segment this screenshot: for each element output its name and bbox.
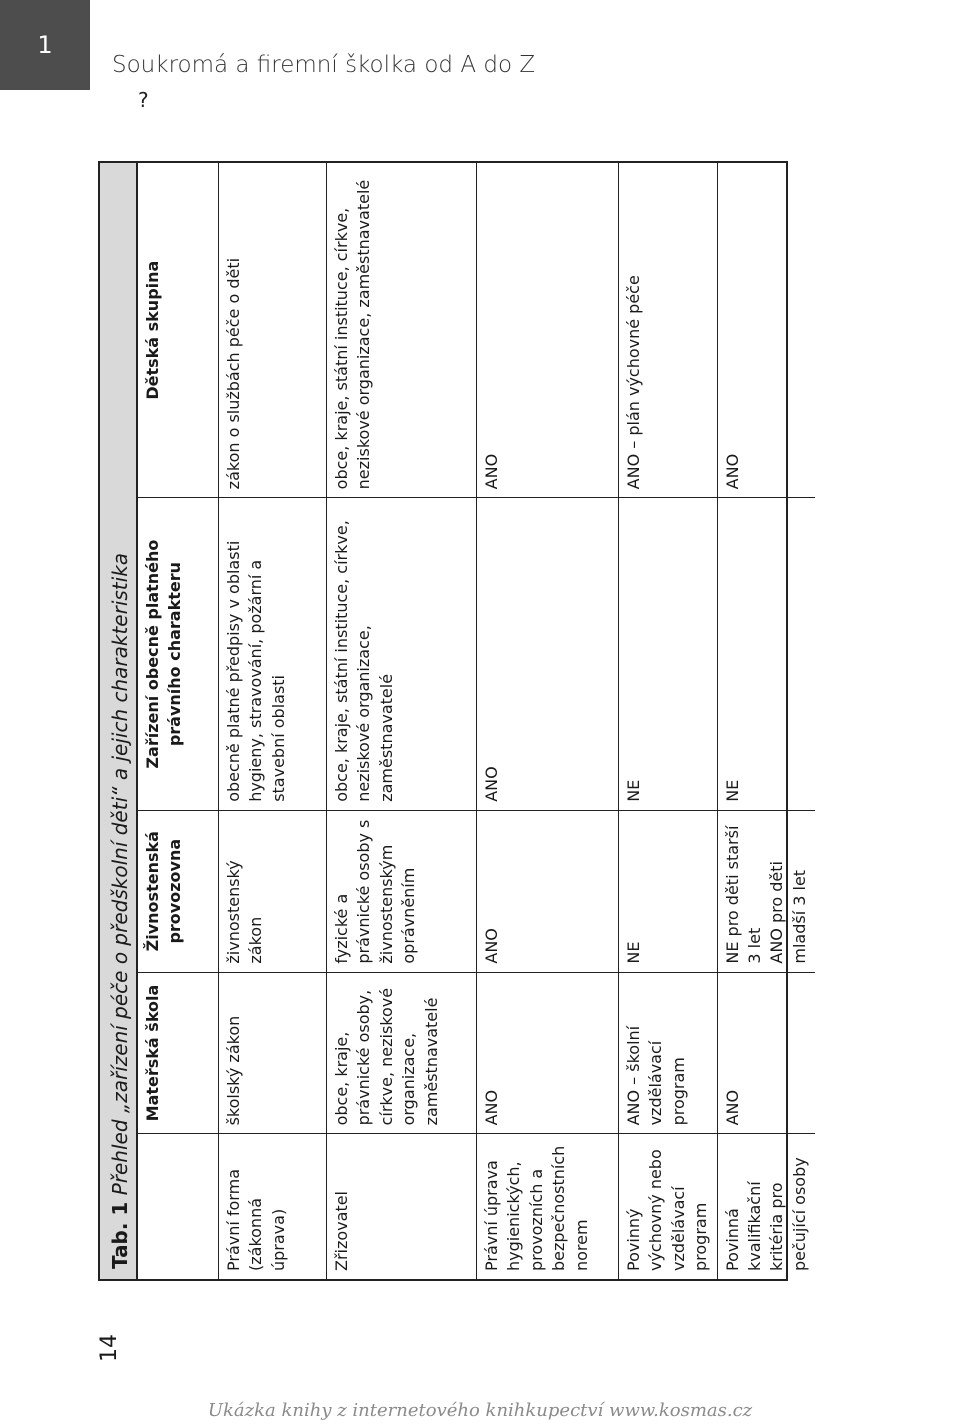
table-cell: živnostenský zákon xyxy=(219,810,327,972)
table-cell: NE xyxy=(619,498,718,810)
header-cell-zivnostenska-provozovna: Živnostenská provozovna xyxy=(138,810,219,972)
row-label: Právní úprava hygienických, provozních a bezpečnostních norem xyxy=(477,1134,619,1279)
table-cell: NE xyxy=(619,810,718,972)
table-frame xyxy=(98,161,809,1281)
table-row xyxy=(477,163,619,1279)
comparison-table xyxy=(138,163,815,1279)
cell-line: NE pro děti starší 3 let xyxy=(722,825,764,964)
row-label: Zřizovatel xyxy=(327,1134,477,1279)
running-header-title: Soukromá a firemní školka od A do Z xyxy=(112,52,536,78)
rotated-table xyxy=(98,161,809,1281)
row-label: Právní forma (zákonná úprava) xyxy=(219,1134,327,1279)
table-cell: ANO – školní vzdělávací program xyxy=(619,972,718,1134)
table-header-row xyxy=(138,163,219,1279)
header-cell-empty xyxy=(138,1134,219,1279)
table-cell: ANO – plán výchovné péče xyxy=(619,163,718,498)
table-cell: ANO xyxy=(477,972,619,1134)
cell-line: ANO pro děti mladší 3 let xyxy=(767,861,809,964)
row-label: Povinná kvalifikační kritéria pro pečující osoby xyxy=(717,1134,815,1279)
chapter-number-box xyxy=(0,0,90,90)
table-row xyxy=(619,163,718,1279)
table-cell: ANO xyxy=(477,498,619,810)
chapter-number: 1 xyxy=(37,31,53,59)
header-cell-materska-skola: Mateřská škola xyxy=(138,972,219,1134)
table-cell: obce, kraje, právnické osoby, církve, neziskové organizace, zaměstnavatelé xyxy=(327,972,477,1134)
table-cell: obecně platné předpisy v oblasti hygieny, stravování, požární a stavební oblasti xyxy=(219,498,327,810)
table-cell: ANO xyxy=(717,163,815,498)
table-cell: zákon o službách péče o děti xyxy=(219,163,327,498)
table-cell: fyzické a právnické osoby s živnostenským oprávněním xyxy=(327,810,477,972)
table-cell: obce, kraje, státní instituce, církve, neziskové organizace, zaměstnavatelé xyxy=(327,163,477,498)
table-caption xyxy=(100,163,138,1279)
table-cell: školský zákon xyxy=(219,972,327,1134)
table-caption-label: Tab. 1 xyxy=(108,1201,132,1269)
table-cell: obce, kraje, státní instituce, církve, neziskové organizace, zaměstnavatelé xyxy=(327,498,477,810)
table-cell: ANO xyxy=(717,972,815,1134)
stray-mark: ? xyxy=(138,88,149,112)
table-cell: ANO xyxy=(477,810,619,972)
header-cell-zarizeni-obecne: Zařízení obecně platného právního charakteru xyxy=(138,498,219,810)
row-label: Povinný výchovný nebo vzdělávací program xyxy=(619,1134,718,1279)
header-cell-detska-skupina: Dětská skupina xyxy=(138,163,219,498)
footer-watermark: Ukázka knihy z internetového knihkupectví www.kosmas.cz xyxy=(207,1400,753,1421)
table-row xyxy=(327,163,477,1279)
table-row xyxy=(219,163,327,1279)
table-cell xyxy=(717,810,815,972)
table-row xyxy=(717,163,815,1279)
table-cell: ANO xyxy=(477,163,619,498)
table-cell: NE xyxy=(717,498,815,810)
table-caption-text: Přehled „zařízení péče o předškolní děti“ a jejich charakteristika xyxy=(108,552,132,1196)
page-number: 14 xyxy=(97,1334,122,1362)
